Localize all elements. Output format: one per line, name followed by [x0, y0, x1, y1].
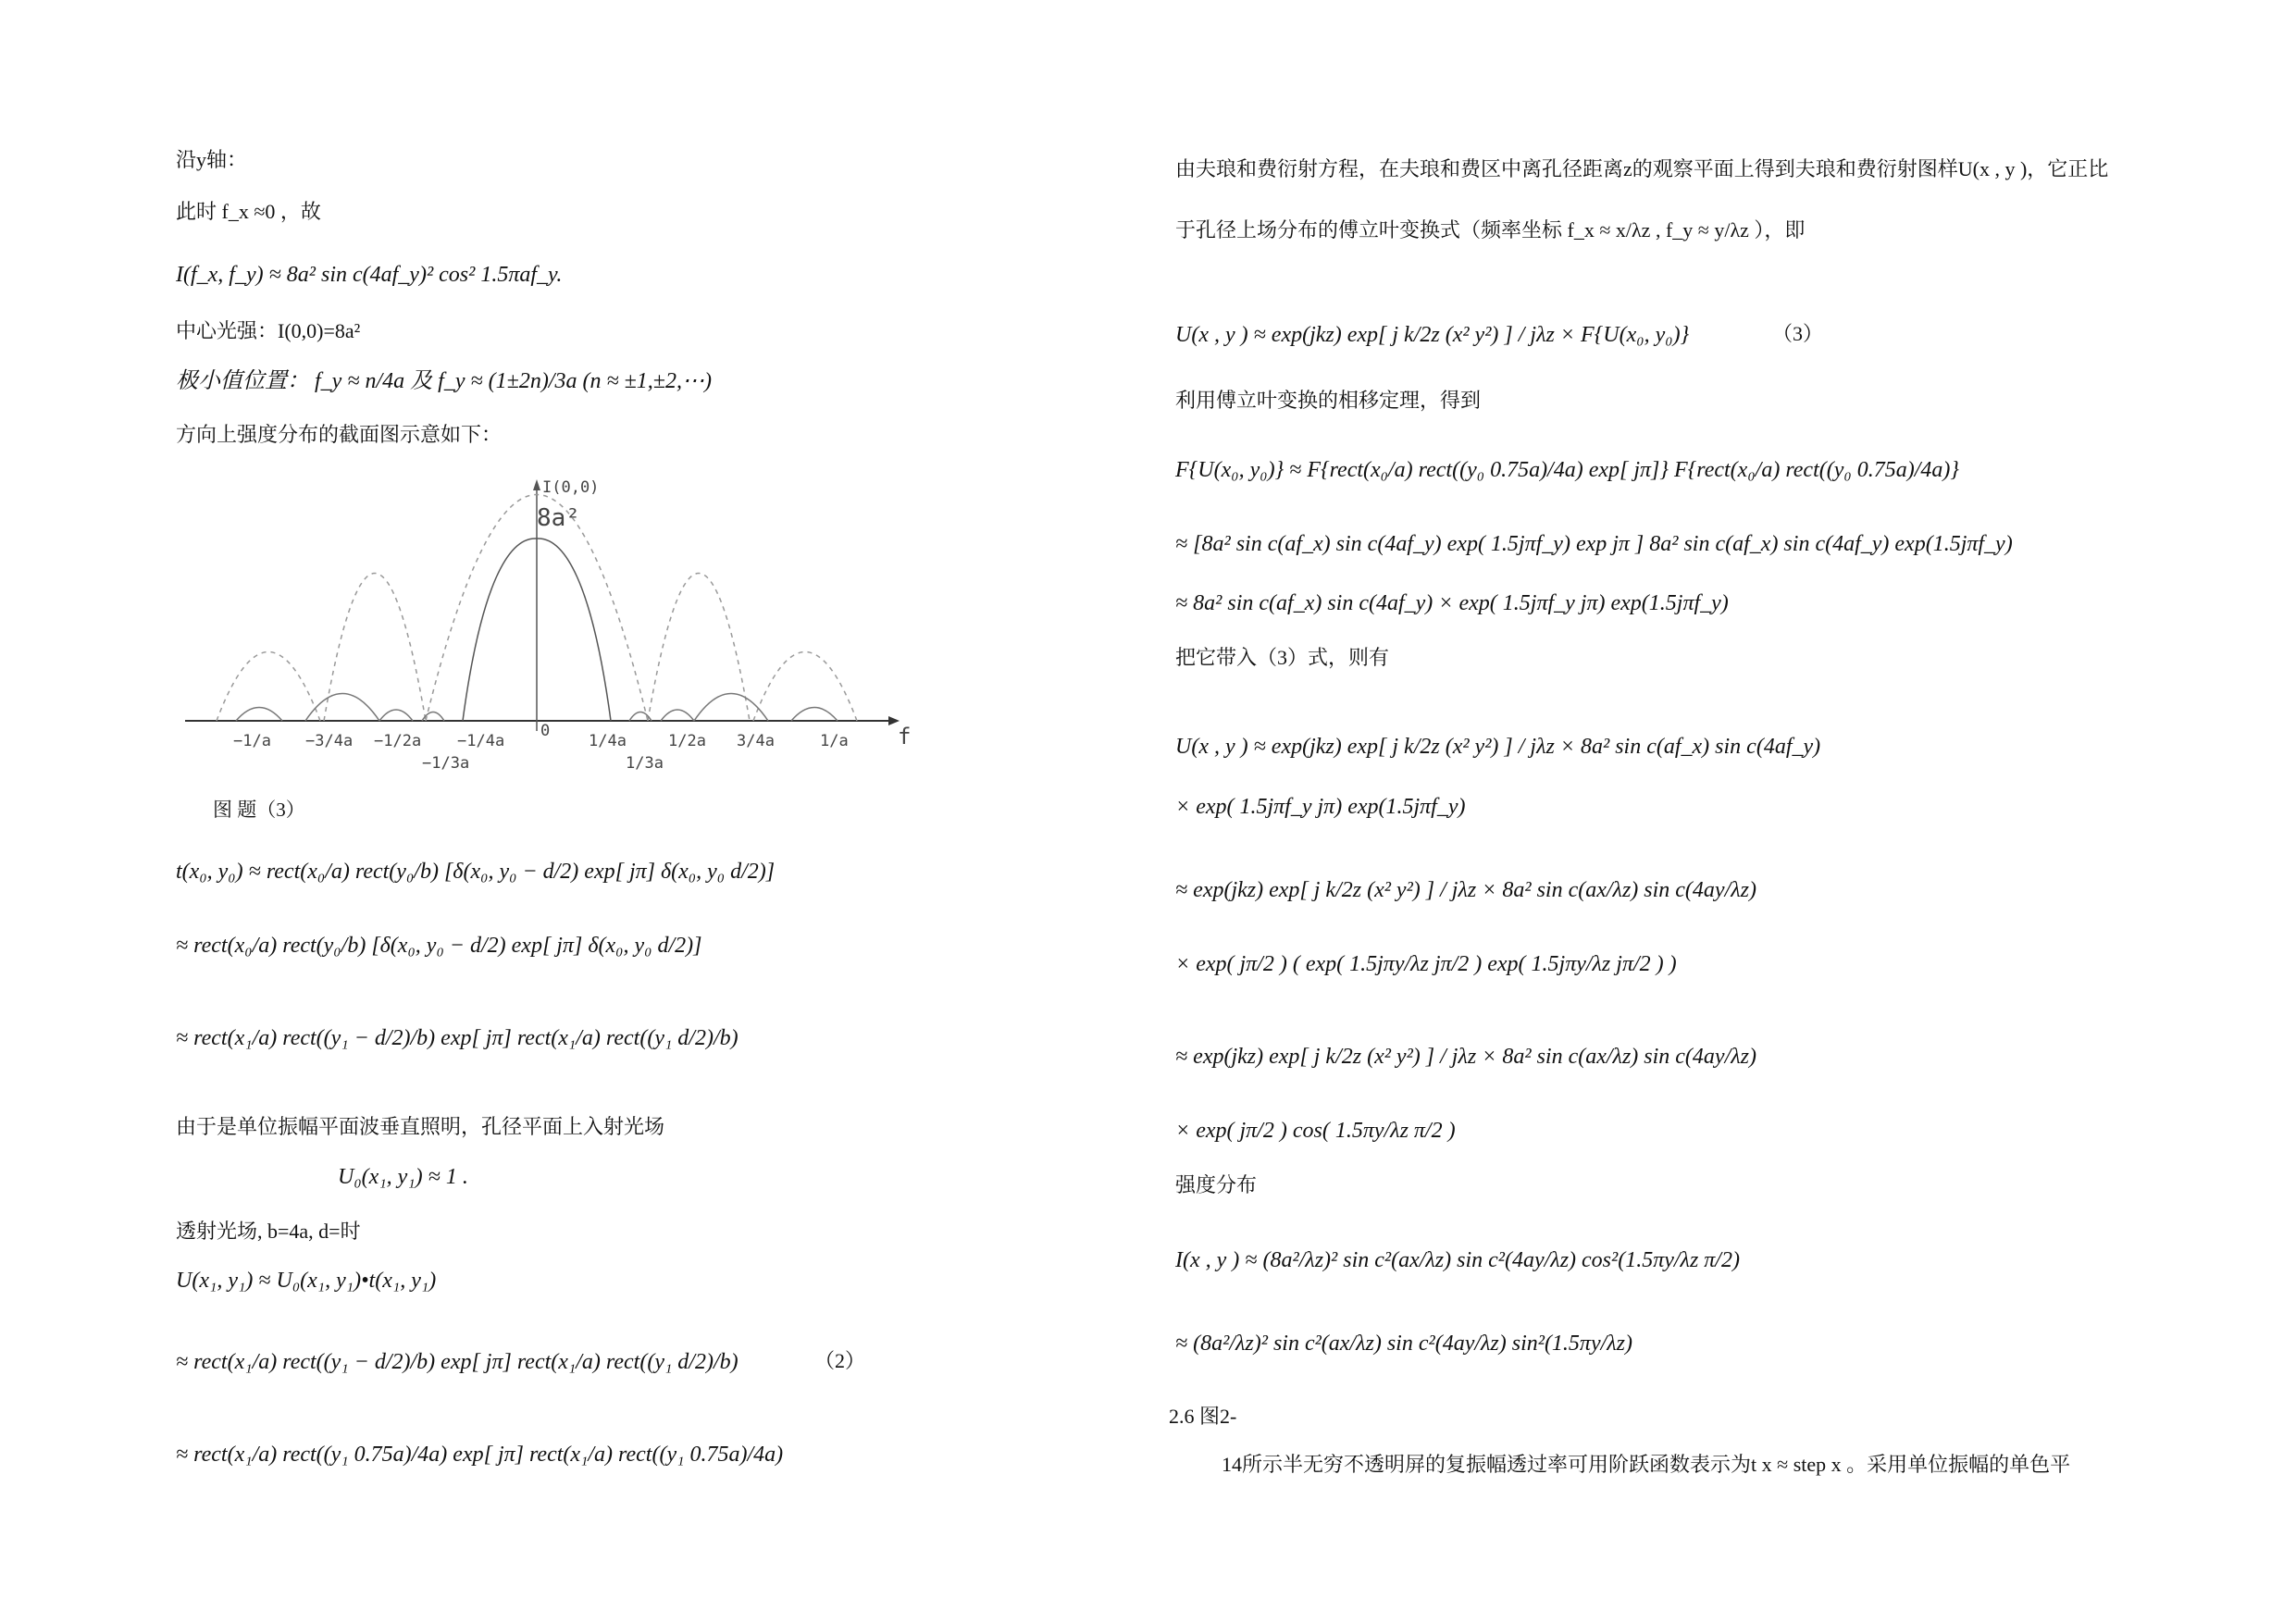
- equation: U(x₁, y₁) ≈ U₀(x₁, y₁)•t(x₁, y₁): [176, 1269, 437, 1293]
- equation: × exp( jπ/2 ) ( exp( 1.5jπy/λz jπ/2 ) exp( 1.5jπy/λz jπ/2 ) ): [1175, 952, 1677, 976]
- intensity-lobe: [379, 710, 413, 721]
- equation: ≈ rect(x₁/a) rect((y₁ − d/2)/b) exp[ jπ] rect(x₁/a) rect((y₁ d/2)/b): [176, 1026, 738, 1050]
- envelope-arc: [753, 652, 857, 722]
- equation: F{U(x₀, y₀)} ≈ F{rect(x₀/a) rect((y₀ 0.75a)/4a) exp[ jπ]} F{rect(x₀/a) rect((y₀ 0.75a)/4a)}: [1175, 458, 1959, 482]
- tick-label: −1/3a: [422, 754, 470, 773]
- text-line: 透射光场, b=4a, d=时: [176, 1220, 361, 1243]
- intensity-lobe: [236, 708, 282, 722]
- text-line: 方向上强度分布的截面图示意如下：: [176, 423, 503, 446]
- equation: ≈ [8a² sin c(af_x) sin c(4af_y) exp( 1.5jπf_y) exp jπ ] 8a² sin c(af_x) sin c(4af_y) exp(1.5jπf_y): [1175, 532, 2013, 556]
- equation-number: （3）: [1772, 322, 1824, 345]
- envelope-arc: [324, 574, 426, 722]
- text-line: 14所示半无穷不透明屏的复振幅透过率可用阶跃函数表示为t x ≈ step x 。采用单位振幅的单色平: [1222, 1453, 2071, 1476]
- equation: t(x₀, y₀) ≈ rect(x₀/a) rect(y₀/b) [δ(x₀, y₀ − d/2) exp[ jπ] δ(x₀, y₀ d/2)]: [176, 860, 776, 884]
- equation: U₀(x₁, y₁) ≈ 1 .: [338, 1165, 468, 1189]
- equation: ≈ rect(x₁/a) rect((y₁ − d/2)/b) exp[ jπ] rect(x₁/a) rect((y₁ d/2)/b): [176, 1350, 738, 1374]
- text-line: 沿y轴：: [176, 148, 248, 171]
- text-line: 把它带入（3）式，则有: [1175, 646, 1390, 669]
- text-line: 此时 f_x ≈0 ，故: [176, 200, 321, 223]
- intensity-axis-arrow: [533, 479, 540, 490]
- tick-label: −1/2a: [374, 732, 422, 750]
- tick-label: 1/2a: [668, 732, 706, 750]
- equation: I(f_x, f_y) ≈ 8a² sin c(4af_y)² cos² 1.5πaf_y.: [176, 263, 563, 287]
- intensity-lobe: [791, 708, 838, 722]
- text-line: 强度分布: [1175, 1173, 1258, 1196]
- intensity-profile-figure: [148, 472, 1111, 777]
- intensity-lobe: [694, 694, 768, 722]
- origin-label: 0: [540, 722, 551, 740]
- tick-label: 1/3a: [626, 754, 664, 773]
- intensity-lobe: [661, 710, 694, 721]
- text-line: 由于是单位振幅平面波垂直照明，孔径平面上入射光场: [176, 1115, 665, 1138]
- envelope-arc: [648, 574, 750, 722]
- equation: ≈ exp(jkz) exp[ j k/2z (x² y²) ] / jλz × 8a² sin c(ax/λz) sin c(4ay/λz): [1175, 878, 1756, 902]
- equation: ≈ exp(jkz) exp[ j k/2z (x² y²) ] / jλz × 8a² sin c(ax/λz) sin c(4ay/λz): [1175, 1045, 1756, 1069]
- equation: × exp( jπ/2 ) cos( 1.5πy/λz π/2 ): [1175, 1119, 1456, 1143]
- right-page: [1148, 0, 2296, 1623]
- text-line: 2.6 图2-: [1169, 1405, 1237, 1428]
- equation-number: （2）: [814, 1349, 866, 1372]
- figure-caption: 图 题（3）: [213, 799, 305, 821]
- tick-label: 3/4a: [737, 732, 775, 750]
- equation: U(x , y ) ≈ exp(jkz) exp[ j k/2z (x² y²) ] / jλz × F{U(x₀, y₀)}: [1175, 323, 1690, 347]
- equation: × exp( 1.5jπf_y jπ) exp(1.5jπf_y): [1175, 795, 1466, 819]
- tick-label: −3/4a: [305, 732, 354, 750]
- peak-label: 8a²: [537, 504, 580, 532]
- equation: ≈ rect(x₀/a) rect(y₀/b) [δ(x₀, y₀ − d/2) exp[ jπ] δ(x₀, y₀ d/2)]: [176, 934, 702, 958]
- axis-label-right: f: [898, 724, 912, 750]
- equation: U(x , y ) ≈ exp(jkz) exp[ j k/2z (x² y²) ] / jλz × 8a² sin c(af_x) sin c(4af_y): [1175, 735, 1821, 759]
- text-line: 由夫琅和费衍射方程，在夫琅和费区中离孔径距离z的观察平面上得到夫琅和费衍射图样U(x , y )，它正比: [1175, 157, 2109, 180]
- equation: ≈ (8a²/λz)² sin c²(ax/λz) sin c²(4ay/λz) sin²(1.5πy/λz): [1175, 1332, 1633, 1356]
- equation: I(x , y ) ≈ (8a²/λz)² sin c²(ax/λz) sin c²(4ay/λz) cos²(1.5πy/λz π/2): [1175, 1248, 1740, 1272]
- text-line: 中心光强：I(0,0)=8a²: [176, 319, 361, 342]
- axis-label-top: I(0,0): [542, 478, 600, 497]
- equation: ≈ rect(x₁/a) rect((y₁ 0.75a)/4a) exp[ jπ] rect(x₁/a) rect((y₁ 0.75a)/4a): [176, 1443, 784, 1467]
- envelope-arc: [217, 652, 320, 722]
- text-line: 利用傅立叶变换的相移定理，得到: [1175, 389, 1482, 412]
- equation: ≈ 8a² sin c(af_x) sin c(4af_y) × exp( 1.5jπf_y jπ) exp(1.5jπf_y): [1175, 591, 1729, 615]
- text-line: 于孔径上场分布的傅立叶变换式（频率坐标 f_x ≈ x/λz , f_y ≈ y/λz ），即: [1175, 218, 1806, 242]
- tick-label: 1/4a: [589, 732, 627, 750]
- intensity-lobe: [305, 694, 379, 722]
- equation: 极小值位置： f_y ≈ n/4a 及 f_y ≈ (1±2n)/3a (n ≈ ±1,±2,⋯): [176, 369, 712, 393]
- tick-label: −1/a: [233, 732, 271, 750]
- tick-label: 1/a: [820, 732, 849, 750]
- tick-label: −1/4a: [457, 732, 505, 750]
